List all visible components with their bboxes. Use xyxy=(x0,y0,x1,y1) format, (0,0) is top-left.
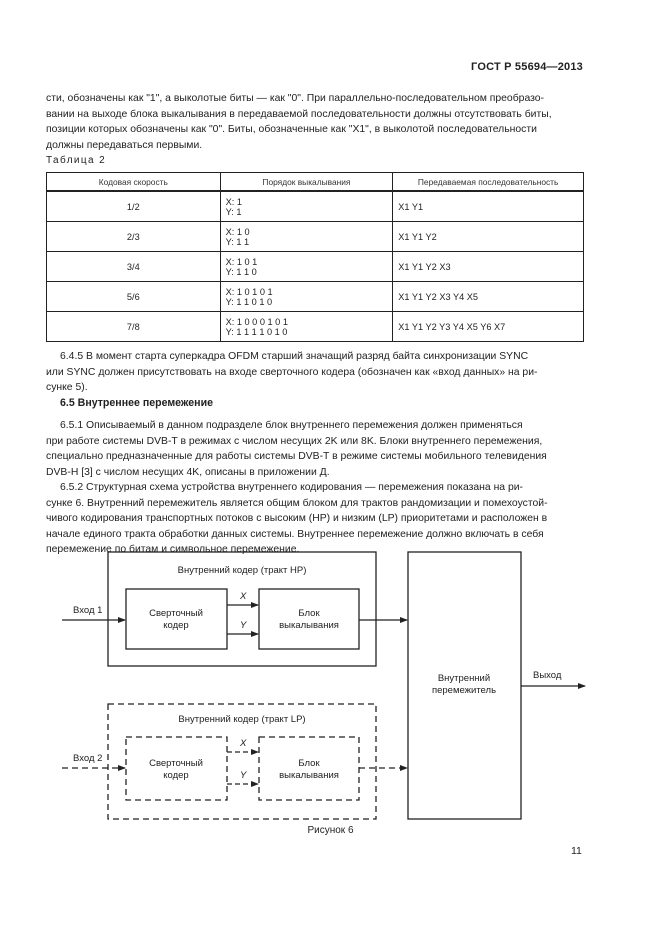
output-label: Выход xyxy=(533,670,562,681)
figure-caption: Рисунок 6 xyxy=(307,825,354,836)
lp-x-label: X xyxy=(240,738,247,749)
code-rate-cell: 2/3 xyxy=(47,222,221,252)
text-line: позиции которых обозначены как "0". Биты, обозначенные как "X1", в выколотой последовательности xyxy=(46,124,537,136)
table-caption: Таблица 2 xyxy=(46,155,107,166)
lp-group-title: Внутренний кодер (тракт LP) xyxy=(178,714,306,725)
column-header: Передаваемая последовательность xyxy=(393,173,584,192)
x-pattern: X: 1 xyxy=(225,196,242,207)
column-header: Порядок выкалывания xyxy=(220,173,393,192)
code-rate-cell: 5/6 xyxy=(47,282,221,312)
x-pattern: X: 1 0 0 0 1 0 1 xyxy=(225,316,288,327)
text-line: специально предназначенные для работы системы DVB-T в режиме системы мобильного телевидения xyxy=(46,451,547,463)
x-pattern: X: 1 0 xyxy=(225,226,250,237)
lp-y-label: Y xyxy=(240,770,247,781)
interleaver-label: Внутренний xyxy=(437,673,491,684)
lp-puncture-label: выкалывания xyxy=(279,770,339,781)
code-rate-cell: 7/8 xyxy=(47,312,221,342)
hp-puncture-label: выкалывания xyxy=(279,620,339,631)
input1-label: Вход 1 xyxy=(73,605,103,616)
text-line: чивого кодирования транспортных потоков с высоким (HP) и низким (LP) приоритетами и расположен в xyxy=(46,513,548,525)
sequence-cell: X1 Y1 xyxy=(393,191,584,222)
text-line: 6.5.2 Структурная схема устройства внутреннего кодирования — перемежения показана на ри- xyxy=(60,482,524,493)
text-line: перемежение по битам и символьное перемежение. xyxy=(46,544,300,556)
interleaver-label: перемежитель xyxy=(431,685,497,696)
x-pattern: X: 1 0 1 xyxy=(225,256,258,267)
sequence-cell: X1 Y1 Y2 X3 Y4 X5 xyxy=(393,282,584,312)
code-rate-cell: 1/2 xyxy=(47,191,221,222)
lp-encoder-label: кодер xyxy=(163,770,189,781)
text-line: при работе системы DVB-T в режимах с числом несущих 2K или 8K. Блоки внутреннего перемежения, xyxy=(46,435,543,447)
hp-y-label: Y xyxy=(240,620,247,631)
page-number: 11 xyxy=(571,845,582,857)
column-header: Кодовая скорость xyxy=(47,173,221,192)
hp-puncture-label: Блок xyxy=(298,608,320,619)
text-line: вании на выходе блока выкалывания в передаваемой последовательности должны отсутствовать биты, xyxy=(46,108,552,120)
standard-number: ГОСТ Р 55694—2013 xyxy=(471,61,583,73)
hp-convolutional-encoder xyxy=(126,589,227,649)
hp-x-label: X xyxy=(240,591,247,602)
sequence-cell: X1 Y1 Y2 Y3 Y4 X5 Y6 X7 xyxy=(393,312,584,342)
text-line: сунке 6. Внутренний перемежитель является общим блоком для трактов рандомизации и помехоустой- xyxy=(46,497,548,509)
hp-encoder-label: Сверточный xyxy=(149,608,203,619)
sequence-cell: X1 Y1 Y2 xyxy=(393,222,584,252)
y-pattern: Y: 1 1 0 xyxy=(225,266,257,277)
text-line: 6.4.5 В момент старта суперкадра OFDM старший значащий разряд байта синхронизации SYNC xyxy=(60,351,529,362)
sequence-cell: X1 Y1 Y2 X3 xyxy=(393,252,584,282)
text-line: или SYNC должен присутствовать на входе сверточного кодера (обозначен как «вход данных» на ри- xyxy=(46,366,538,378)
text-line: сунке 5). xyxy=(46,382,88,394)
y-pattern: Y: 1 1 xyxy=(225,236,250,247)
hp-encoder-label: кодер xyxy=(163,620,189,631)
y-pattern: Y: 1 1 1 1 0 1 0 xyxy=(225,326,288,337)
text-line: 6.5.1 Описываемый в данном подразделе блок внутреннего перемежения должен применяться xyxy=(60,420,523,431)
x-pattern: X: 1 0 1 0 1 xyxy=(225,286,273,297)
text-line: начале единого тракта обработки данных системы. Внутреннее перемежение должно включать в себя xyxy=(46,528,544,540)
y-pattern: Y: 1 1 0 1 0 xyxy=(225,296,273,307)
code-rate-cell: 3/4 xyxy=(47,252,221,282)
lp-encoder-label: Сверточный xyxy=(149,758,203,769)
text-line: сти, обозначены как "1", а выколотые биты — как "0". При параллельно-последовательном преобразо- xyxy=(46,93,544,104)
hp-group-title: Внутренний кодер (тракт HP) xyxy=(177,565,307,576)
text-line: DVB-H [3] с числом несущих 4K, описаны в приложении Д. xyxy=(46,466,330,478)
text-line: должны передаваться первыми. xyxy=(46,139,203,151)
input2-label: Вход 2 xyxy=(73,753,103,764)
section-heading: 6.5 Внутреннее перемежение xyxy=(60,397,213,409)
hp-puncturing-block xyxy=(259,589,359,649)
lp-puncture-label: Блок xyxy=(298,758,320,769)
y-pattern: Y: 1 xyxy=(225,206,242,217)
